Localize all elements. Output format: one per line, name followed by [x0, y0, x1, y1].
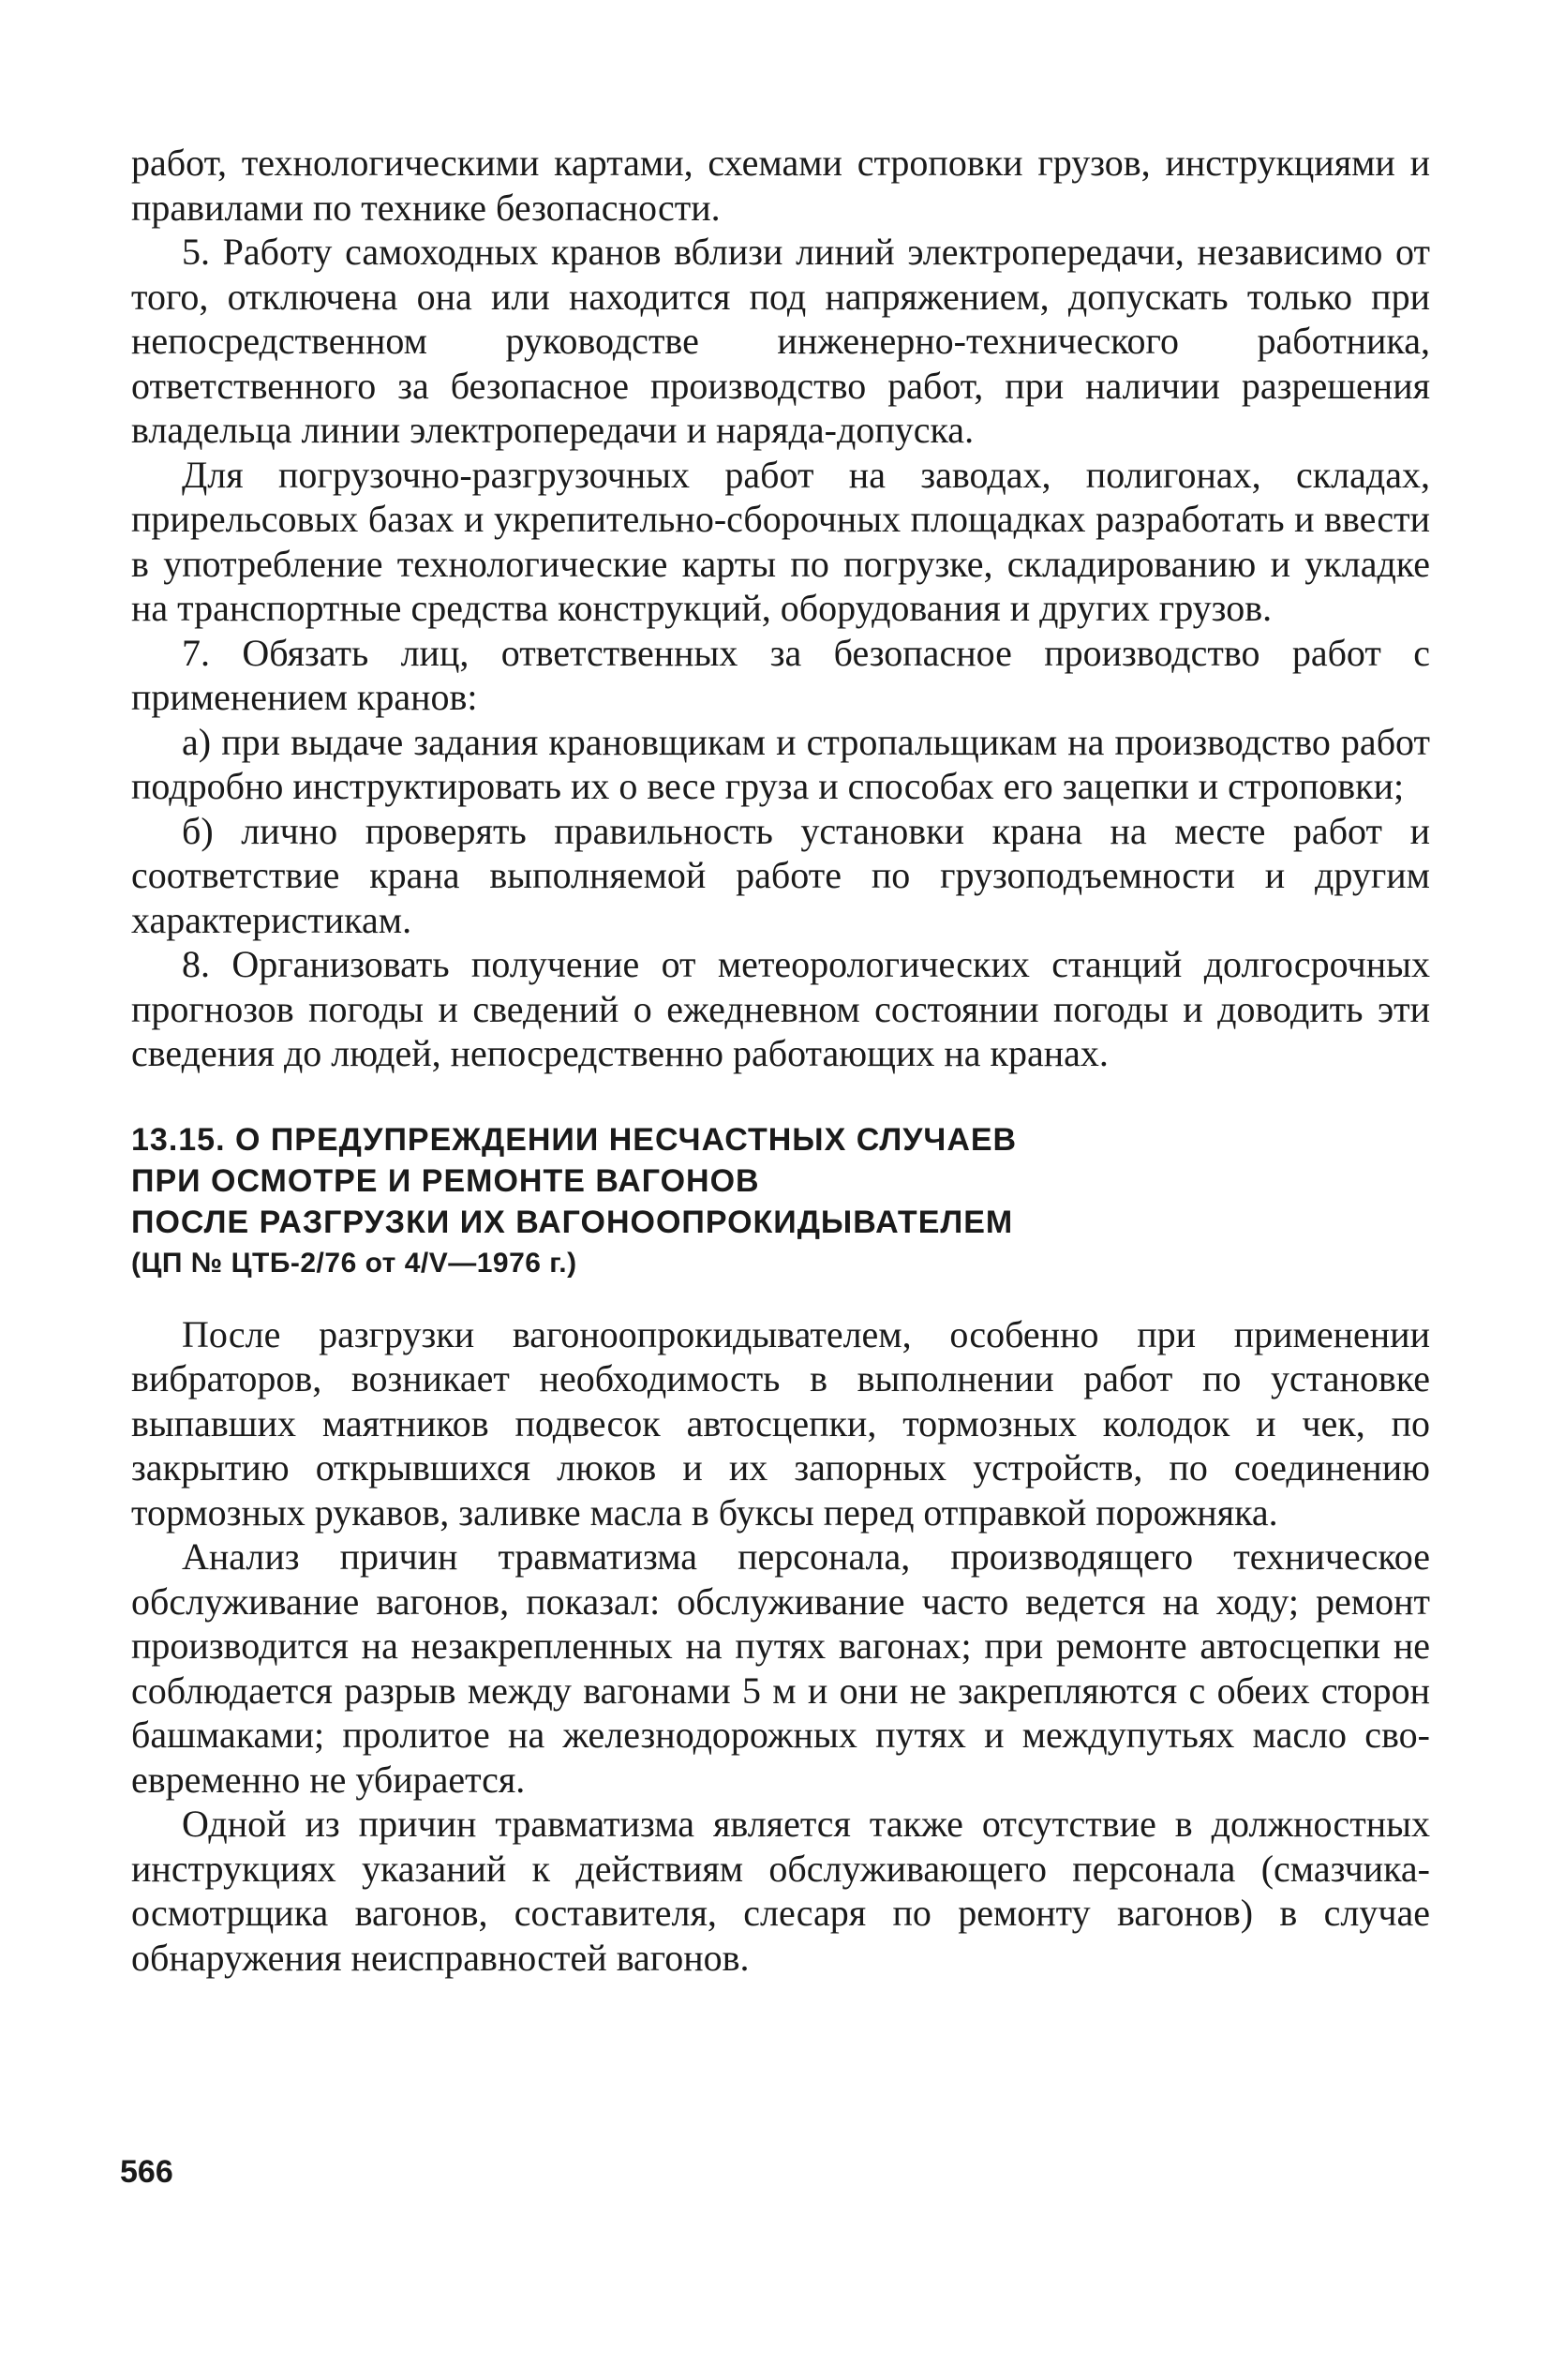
document-page	[131, 141, 1430, 1980]
paragraph-item-5: 5. Работу самоходных кранов вблизи линий электропередачи, независимо от того, отключена она или находится под напряжением, допускать только при непосредственном руководстве инженерно-технического работника, ответственного за безопасное производство работ, при наличии разрешения владельца линии электропередачи и наряда-допуска.	[131, 231, 1430, 451]
section-heading-reference: (ЦП № ЦТБ-2/76 от 4/V—1976 г.)	[131, 1247, 577, 1279]
section-heading-line-2: ПРИ ОСМОТРЕ И РЕМОНТЕ ВАГОНОВ	[131, 1162, 760, 1199]
paragraph-item-7: 7. Обязать лиц, ответственных за безопасное производство работ с применением кранов:	[131, 631, 1430, 718]
paragraph-item-8: 8. Организовать получение от метеорологических станций долгосрочных прогнозов погоды и сведений о ежедневном состоянии погоды и доводить эти сведения до людей, непосредственно работающих на кранах.	[131, 943, 1430, 1074]
paragraph-item-7a: а) при выдаче задания крановщикам и стропальщикам на производство работ подробно инструктировать их о весе груза и способах его зацепки и строповки;	[131, 720, 1430, 807]
section-heading-line-3: ПОСЛЕ РАЗГРУЗКИ ИХ ВАГОНООПРОКИДЫВАТЕЛЕМ	[131, 1204, 1014, 1240]
paragraph-continuation: работ, технологическими картами, схемами строповки грузов, инструкциями и правилами по технике безопасности.	[131, 142, 1430, 229]
paragraph-injury-causes: Одной из причин травматизма является также отсутствие в должностных инструкциях указаний к действиям обслуживающего персонала (смазчика-осмотрщика вагонов, составителя, слесаря по ремонту вагонов) в случае обнаружения неисправностей вагонов.	[131, 1803, 1430, 1979]
paragraph-loading-works: Для погрузочно-разгрузочных работ на заводах, полигонах, складах, прирельсовых базах и укрепительно-сборочных площадках разработать и ввести в употребление технологические карты по погрузке, складированию и укладке на транспортные средства конструкций, оборудования и других грузов.	[131, 453, 1430, 629]
paragraph-unloading: После разгрузки вагоноопрокидывателем, особенно при применении вибраторов, возникает необходимость в выполнении работ по установке выпавших маятников подвесок автосцепки, тормозных колодок и чек, по закрытию открывшихся люков и их запорных устройств, по соединению тормозных рукавов, заливке масла в буксы перед отправкой порожняка.	[131, 1312, 1430, 1534]
paragraph-injury-analysis: Анализ причин травматизма персонала, производящего техническое обслуживание вагонов, показал: обслуживание часто ведется на ходу; ремонт производится на незакрепленных на путях вагонах; при ремонте автосцепки не соблюдается разрыв между вагонами 5 м и они не закрепляются с обеих сторон башмаками; пролитое на железнодорожных путях и междупутьях масло своевременно не убирается.	[131, 1535, 1430, 1801]
paragraph-item-7b: б) лично проверять правильность установки крана на месте работ и соответствие крана выполняемой работе по грузоподъемности и другим характеристикам.	[131, 809, 1430, 941]
section-heading	[131, 1119, 1430, 1284]
page-number: 566	[120, 2154, 173, 2190]
section-heading-line-1: 13.15. О ПРЕДУПРЕЖДЕНИИ НЕСЧАСТНЫХ СЛУЧАЕВ	[131, 1121, 1018, 1158]
